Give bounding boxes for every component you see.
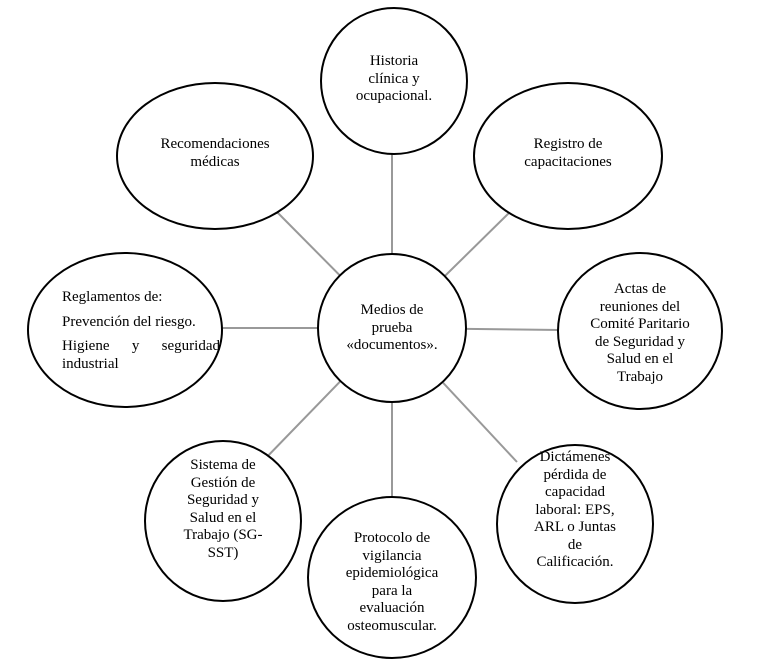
dictamenes-line-4: laboral: EPS, [535, 501, 615, 518]
dictamenes-line-7: Calificación. [536, 554, 614, 570]
registro-line-1: Registro de [533, 136, 603, 152]
actas-line-6: Trabajo [616, 368, 664, 385]
label-dictamenes [511, 449, 639, 572]
label-center [327, 302, 457, 355]
label-registro [493, 136, 643, 171]
recomendaciones-line-1: Recomendaciones [160, 136, 270, 152]
label-reglamentos [62, 289, 220, 373]
dictamenes-line-5: ARL o Juntas [534, 519, 616, 535]
protocolo-line-6: osteomuscular. [347, 617, 437, 634]
actas-line-2: reuniones del [599, 298, 681, 315]
registro-line-2: capacitaciones [524, 153, 612, 170]
actas-line-5: Salud en el [606, 351, 674, 367]
dictamenes-line-3: capacidad [545, 484, 605, 500]
recomendaciones-line-2: médicas [190, 153, 240, 170]
protocolo-line-5: evaluación [359, 600, 425, 616]
sistema-line-3: Seguridad y [186, 492, 260, 508]
sistema-line-4: Salud en el [189, 509, 257, 526]
center-line-1: Medios de [360, 302, 424, 318]
sistema-line-5: Trabajo (SG- [183, 527, 263, 543]
dictamenes-line-2: pérdida de [543, 466, 607, 483]
dictamenes-line-1: Dictámenes [539, 449, 611, 465]
historia-line-3: ocupacional. [355, 88, 433, 104]
label-recomendaciones [131, 136, 299, 171]
reglamentos-line-4: industrial [62, 355, 119, 372]
actas-line-1: Actas de [613, 281, 667, 297]
reglamentos-line-1: Reglamentos de: [62, 289, 163, 305]
label-sistema [166, 457, 280, 562]
actas-line-3: Comité Paritario [590, 316, 690, 332]
protocolo-line-1: Protocolo de [353, 530, 431, 546]
reglamentos-line-3: Higiene y seguridad [62, 338, 220, 354]
protocolo-line-3: epidemiológica [345, 565, 439, 581]
sistema-line-1: Sistema de [190, 457, 256, 473]
reglamentos-line-2: Prevención del riesgo. [62, 313, 196, 330]
label-historia [330, 53, 458, 106]
dictamenes-line-6: de [567, 536, 583, 553]
historia-line-2: clínica y [368, 70, 420, 87]
protocolo-line-2: vigilancia [362, 547, 422, 564]
actas-line-4: de Seguridad y [595, 333, 685, 350]
historia-line-1: Historia [369, 53, 419, 69]
label-protocolo [322, 530, 462, 635]
protocolo-line-4: para la [371, 582, 413, 599]
center-line-3: «documentos». [346, 337, 438, 353]
label-actas [572, 281, 708, 386]
sistema-line-6: SST) [207, 544, 239, 561]
center-line-2: prueba [371, 319, 413, 336]
sistema-line-2: Gestión de [190, 474, 256, 491]
